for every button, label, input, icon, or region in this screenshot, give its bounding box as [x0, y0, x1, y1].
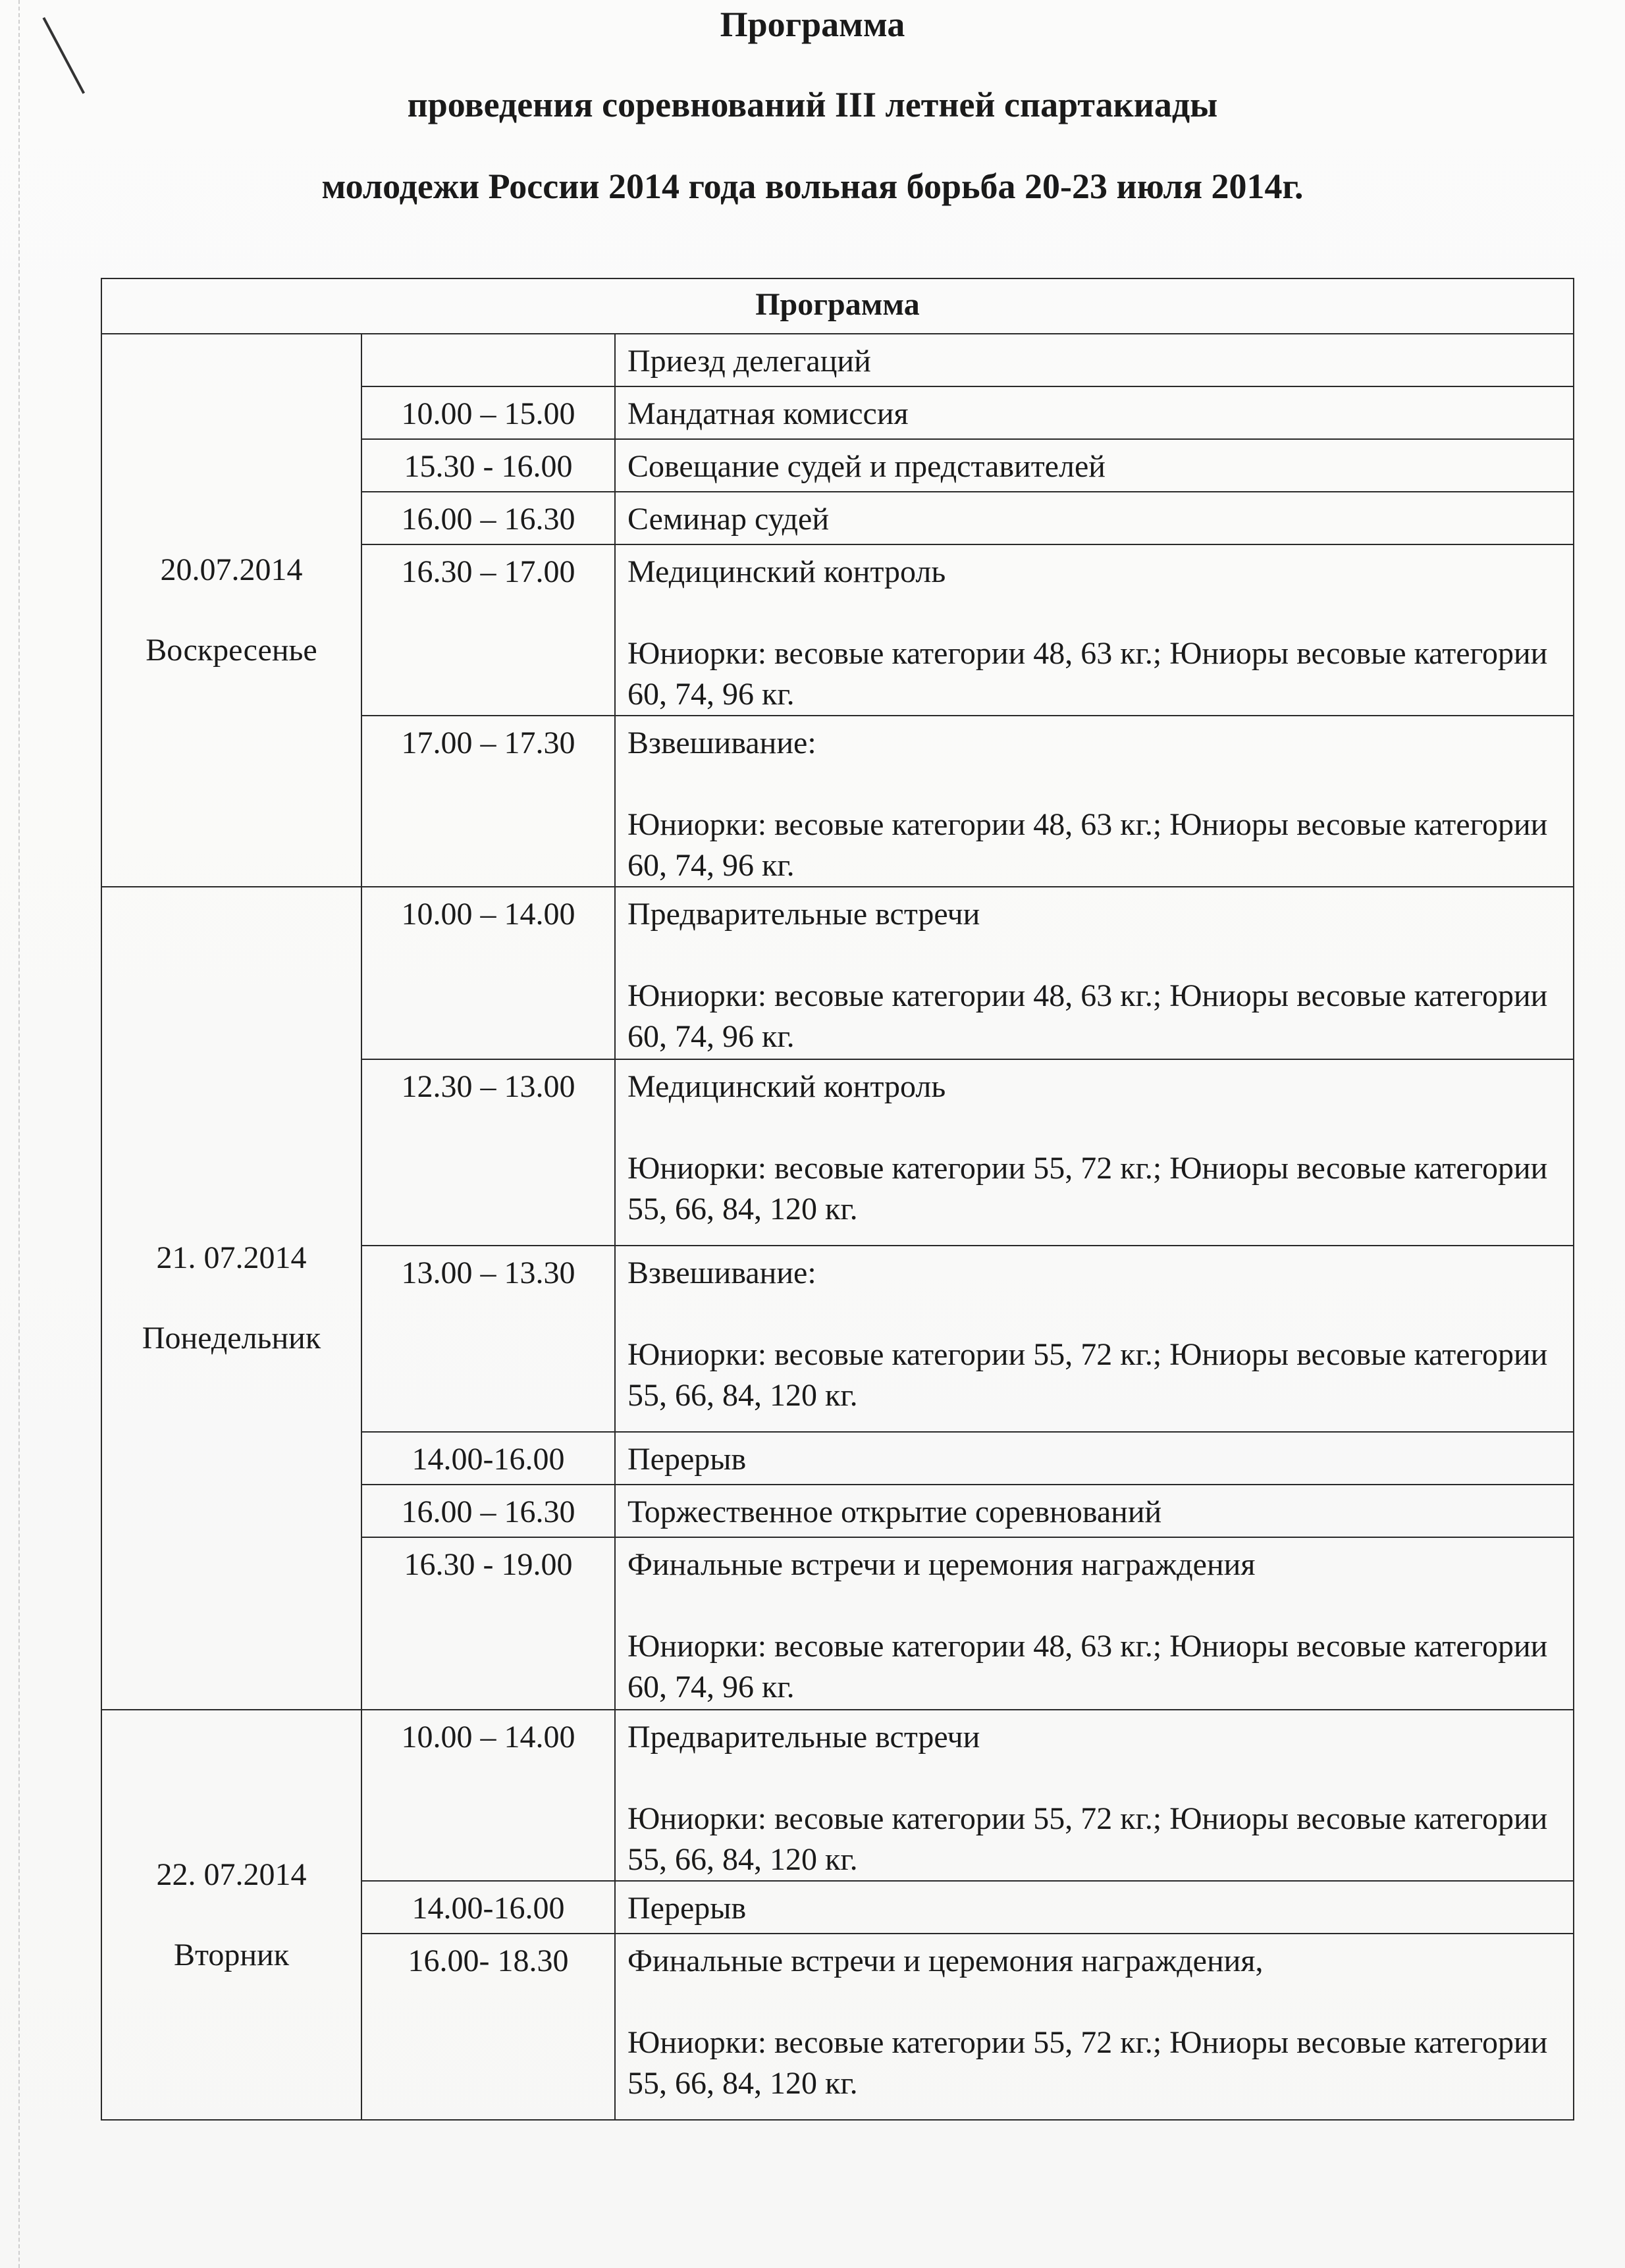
event-detail: Юниорки: весовые категории 55, 72 кг.; Юниоры весовые категории 55, 66, 84, 120 кг. — [627, 1801, 1548, 1877]
day-weekday: Понедельник — [142, 1321, 321, 1356]
event-cell — [615, 1710, 1574, 1881]
document-subtitle-line2: молодежи России 2014 года вольная борьба 20-23 июля 2014г. — [321, 167, 1304, 206]
event-cell — [615, 386, 1574, 439]
time-cell: 16.00 – 16.30 — [361, 1485, 615, 1537]
event-detail: Юниорки: весовые категории 48, 63 кг.; Юниоры весовые категории 60, 74, 96 кг. — [627, 807, 1548, 883]
event-cell — [615, 1432, 1574, 1485]
event-detail: Юниорки: весовые категории 48, 63 кг.; Юниоры весовые категории 60, 74, 96 кг. — [627, 1629, 1548, 1704]
event-title: Приезд делегаций — [627, 344, 871, 379]
event-detail: Юниорки: весовые категории 55, 72 кг.; Юниоры весовые категории 55, 66, 84, 120 кг. — [627, 1151, 1548, 1226]
day-cell — [101, 334, 361, 887]
time-cell: 16.30 - 19.00 — [361, 1537, 615, 1710]
time-cell: 15.30 - 16.00 — [361, 439, 615, 492]
event-cell — [615, 544, 1574, 716]
table-row — [101, 1710, 1574, 1881]
document-title: Программа — [720, 5, 905, 44]
table-header: Программа — [101, 278, 1574, 334]
event-title: Предварительные встречи — [627, 1720, 980, 1754]
event-cell — [615, 1485, 1574, 1537]
time-cell: 16.00 – 16.30 — [361, 492, 615, 544]
scan-edge-line — [18, 0, 20, 2268]
event-cell — [615, 1537, 1574, 1710]
event-cell — [615, 716, 1574, 887]
time-cell: 10.00 – 14.00 — [361, 887, 615, 1059]
event-title: Взвешивание: — [627, 1255, 816, 1290]
time-cell — [361, 334, 615, 386]
event-title: Семинар судей — [627, 502, 830, 537]
event-cell — [615, 1246, 1574, 1432]
time-cell: 17.00 – 17.30 — [361, 716, 615, 887]
event-title: Взвешивание: — [627, 725, 816, 760]
event-title: Финальные встречи и церемония награждения — [627, 1547, 1256, 1582]
event-title: Медицинский контроль — [627, 554, 946, 589]
time-cell: 13.00 – 13.30 — [361, 1246, 615, 1432]
event-title: Мандатная комиссия — [627, 396, 909, 431]
event-detail: Юниорки: весовые категории 55, 72 кг.; Юниоры весовые категории 55, 66, 84, 120 кг. — [627, 2025, 1548, 2101]
event-cell — [615, 1934, 1574, 2120]
event-cell — [615, 492, 1574, 544]
time-cell: 14.00-16.00 — [361, 1881, 615, 1934]
time-cell: 14.00-16.00 — [361, 1432, 615, 1485]
day-cell — [101, 887, 361, 1710]
schedule-table — [101, 278, 1574, 2121]
table-row — [101, 887, 1574, 1059]
day-date: 21. 07.2014 — [156, 1240, 307, 1275]
event-title: Финальные встречи и церемония награждения, — [627, 1943, 1264, 1978]
event-title: Медицинский контроль — [627, 1069, 946, 1104]
event-title: Перерыв — [627, 1442, 747, 1477]
table-header-row — [101, 278, 1574, 334]
event-cell — [615, 1059, 1574, 1246]
event-cell — [615, 887, 1574, 1059]
event-detail: Юниорки: весовые категории 48, 63 кг.; Юниоры весовые категории 60, 74, 96 кг. — [627, 978, 1548, 1054]
time-cell: 10.00 – 14.00 — [361, 1710, 615, 1881]
time-cell: 16.30 – 17.00 — [361, 544, 615, 716]
event-cell — [615, 439, 1574, 492]
event-title: Предварительные встречи — [627, 897, 980, 932]
day-cell — [101, 1710, 361, 2120]
event-title: Перерыв — [627, 1891, 747, 1926]
time-cell: 12.30 – 13.00 — [361, 1059, 615, 1246]
time-cell: 16.00- 18.30 — [361, 1934, 615, 2120]
day-date: 20.07.2014 — [160, 552, 303, 587]
table-row — [101, 334, 1574, 386]
day-date: 22. 07.2014 — [156, 1857, 307, 1892]
event-cell — [615, 334, 1574, 386]
event-detail: Юниорки: весовые категории 48, 63 кг.; Юниоры весовые категории 60, 74, 96 кг. — [627, 636, 1548, 712]
document-subtitle-line1: проведения соревнований III летней спартакиады — [407, 85, 1218, 124]
day-weekday: Вторник — [173, 1937, 290, 1972]
event-cell — [615, 1881, 1574, 1934]
event-title: Совещание судей и представителей — [627, 449, 1106, 484]
day-weekday: Воскресенье — [146, 633, 317, 668]
event-detail: Юниорки: весовые категории 55, 72 кг.; Юниоры весовые категории 55, 66, 84, 120 кг. — [627, 1337, 1548, 1413]
event-title: Торжественное открытие соревнований — [627, 1494, 1162, 1529]
time-cell: 10.00 – 15.00 — [361, 386, 615, 439]
